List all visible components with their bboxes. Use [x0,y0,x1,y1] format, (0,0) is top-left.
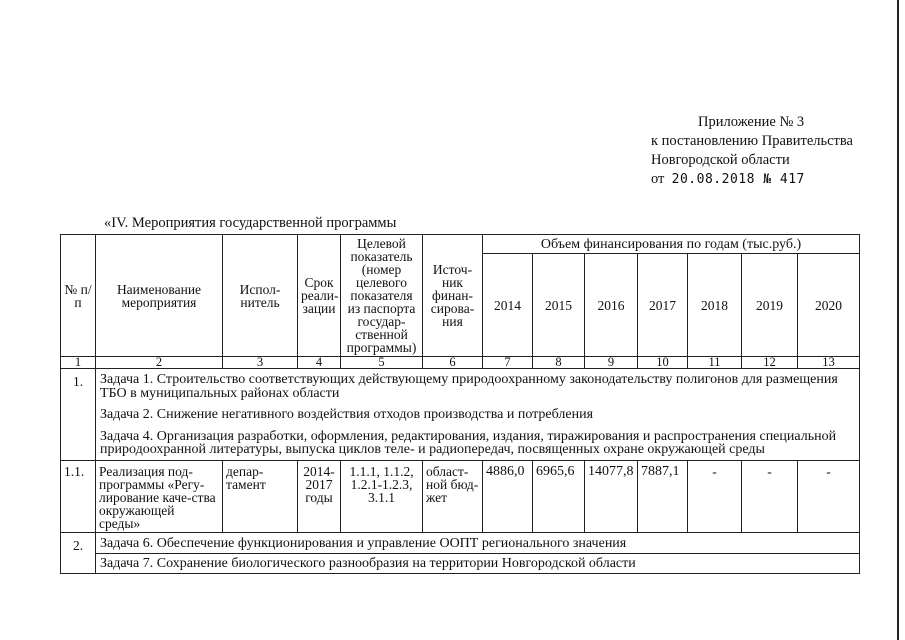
column-number-row [61,357,860,369]
row-1-1-name: Реализация под-программы «Регу-лирование каче-ства окружающей среды» [96,460,223,532]
row-1-1-value-2019: - [742,460,798,532]
column-number: 4 [298,357,341,369]
row-1-1-num: 1.1. [61,460,96,532]
task-4: Задача 4. Организация разработки, оформления, редактирования, издания, тиражирования и распространения специальной природоохранной литературы, выпуска циклов теле- и радиопередач, посвященных охране окружающей среды [100,428,837,457]
row-1-1-value-2017: 7887,1 [638,460,688,532]
column-number: 8 [533,357,585,369]
appendix-title: Приложение № 3 [698,114,805,130]
appendix-date-number: 20.08.2018 № 417 [671,172,805,187]
header-source: Источ-ник финан-сирова-ния [423,235,483,357]
measures-table [60,234,860,574]
column-number: 3 [223,357,298,369]
header-executor: Испол-нитель [223,235,298,357]
header-term: Срок реали-зации [298,235,341,357]
row-1-1-value-2016: 14077,8 [585,460,638,532]
column-number: 12 [742,357,798,369]
column-number: 5 [341,357,423,369]
row-1-1-executor: депар-тамент [223,460,298,532]
appendix-decree: к постановлению Правительства [651,133,853,149]
section-title: «IV. Мероприятия государственной программы [104,215,397,231]
section2-num: 2. [61,532,96,573]
column-number: 9 [585,357,638,369]
row-1-1-value-2015: 6965,6 [533,460,585,532]
header-name: Наименование мероприятия [96,235,223,357]
page-edge-line [897,0,899,640]
row-1-1-term: 2014-2017 годы [298,460,341,532]
section1-row [61,369,860,461]
header-target: Целевой показатель (номер целевого показателя из паспорта государ-ственной программы) [341,235,423,357]
header-year: 2015 [533,254,585,357]
header-year: 2020 [798,254,860,357]
section2-row [61,532,860,573]
appendix-date-line [651,170,853,189]
column-number: 6 [423,357,483,369]
header-year: 2019 [742,254,798,357]
section2-tasks [96,532,860,573]
column-number: 1 [61,357,96,369]
appendix-date-prefix: от [651,171,665,187]
header-year: 2017 [638,254,688,357]
column-number: 7 [483,357,533,369]
header-funding: Объем финансирования по годам (тыс.руб.) [483,235,860,254]
section1-num: 1. [61,369,96,461]
header-year: 2014 [483,254,533,357]
column-number: 13 [798,357,860,369]
row-1-1-value-2020: - [798,460,860,532]
column-number: 2 [96,357,223,369]
appendix-block [651,113,853,189]
header-num: № п/п [61,235,96,357]
section1-tasks [96,369,860,461]
column-number: 11 [688,357,742,369]
row-1-1-target: 1.1.1, 1.1.2, 1.2.1-1.2.3, 3.1.1 [341,460,423,532]
appendix-region: Новгородской области [651,152,790,168]
task-1: Задача 1. Строительство соответствующих действующему природоохранному законодательству полигонов для размещения ТБО в муниципальных районах области [100,372,838,401]
column-number: 10 [638,357,688,369]
task-2: Задача 2. Снижение негативного воздействия отходов производства и потребления [100,407,594,422]
header-year: 2016 [585,254,638,357]
task-6: Задача 6. Обеспечение функционирования и управление ООПТ регионального значения [96,533,859,555]
header-row-top [61,235,860,254]
row-1-1-value-2014: 4886,0 [483,460,533,532]
table-row [61,460,860,532]
header-year: 2018 [688,254,742,357]
task-7: Задача 7. Сохранение биологического разнообразия на территории Новгородской области [100,556,636,571]
row-1-1-value-2018: - [688,460,742,532]
row-1-1-source: област-ной бюд-жет [423,460,483,532]
